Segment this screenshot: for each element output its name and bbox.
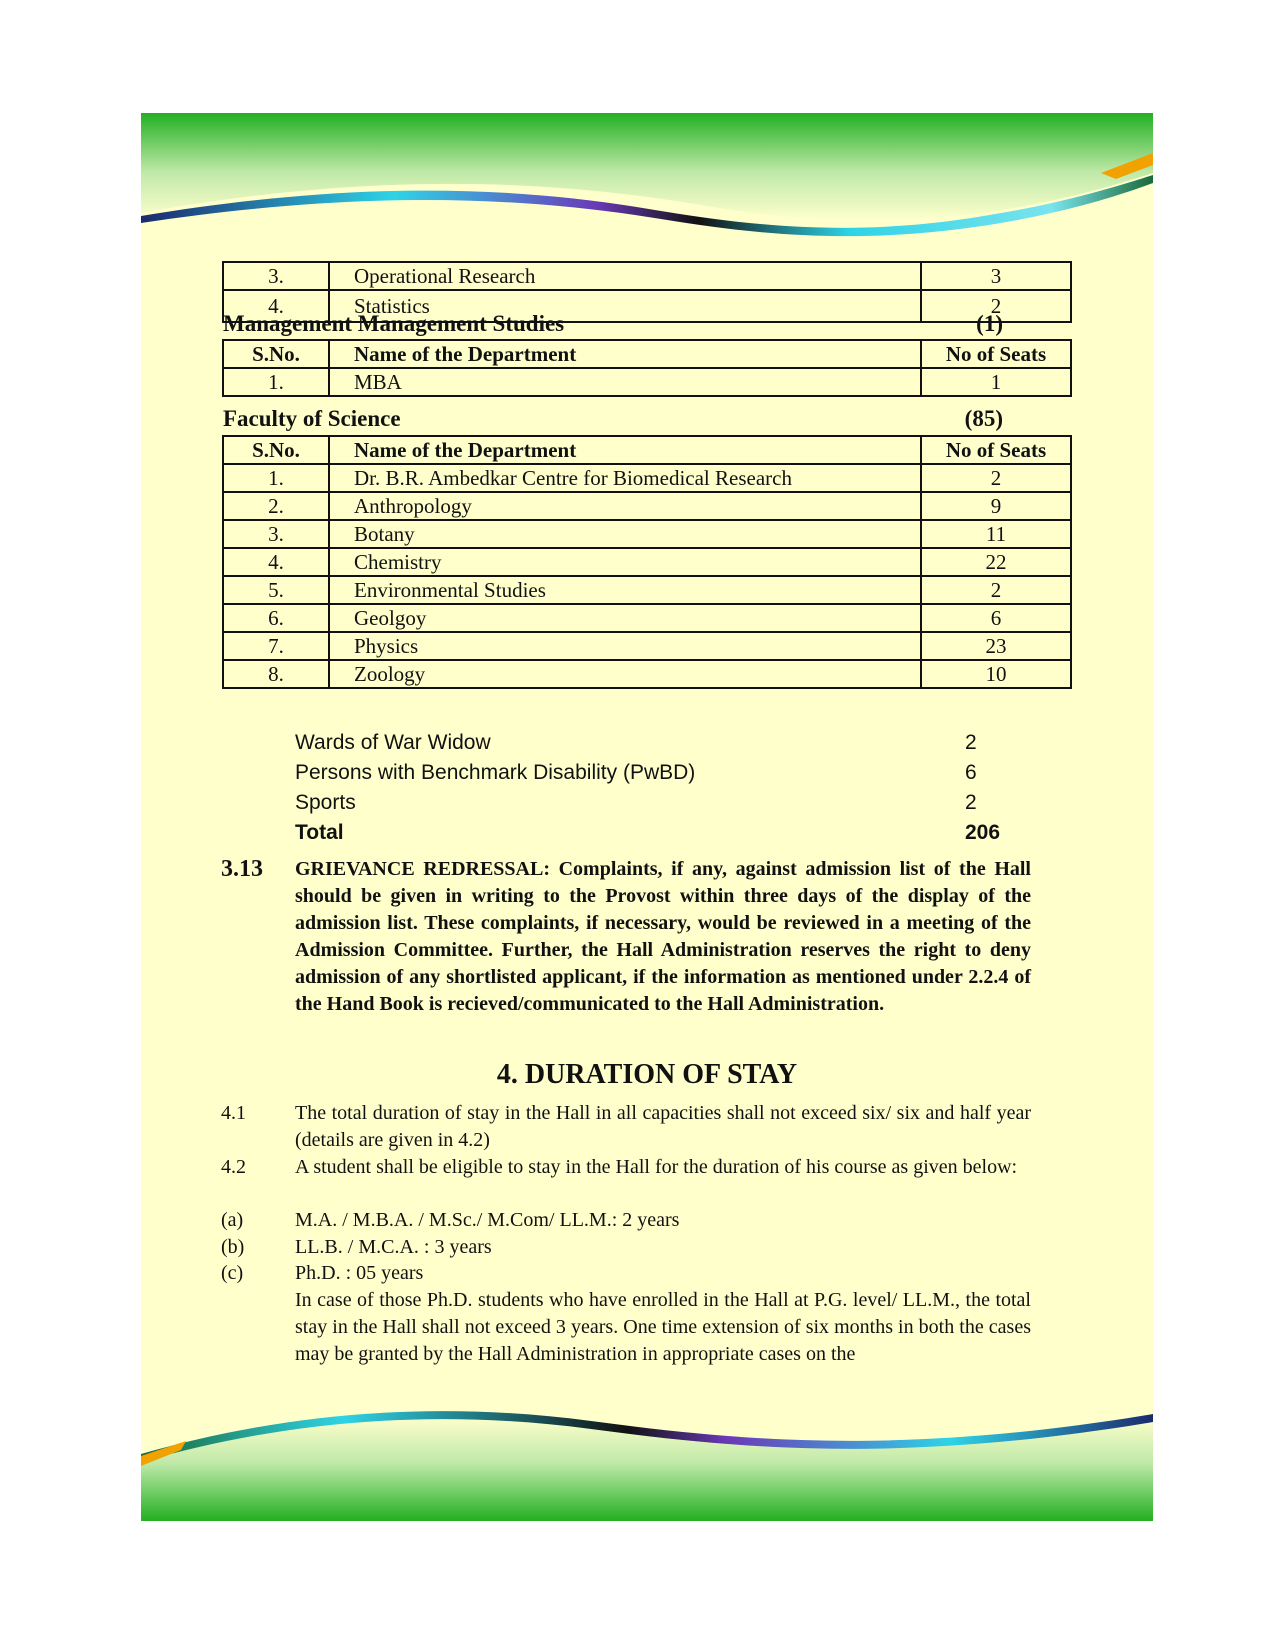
phd-extension-note: In case of those Ph.D. students who have enrolled in the Hall at P.G. level/ LL.M., the total stay in the Hall shall not exceed 3 years. One time extension of six months in both the cases may be granted by the Hall Administration in appropriate cases on the — [295, 1289, 1031, 1365]
table-row — [223, 632, 1071, 660]
department-name: MBA — [329, 368, 921, 396]
department-name: Chemistry — [329, 548, 921, 576]
grievance-paragraph: GRIEVANCE REDRESSAL: Complaints, if any, against admission list of the Hall should be given in writing to the Provost within three days of the display of the admission list. These complaints, if necessary, would be reviewed in a meeting of the Admission Committee. Further, the Hall Administration reserves the right to deny admission of any shortlisted applicant, if the information as mentioned under 2.2.4 of the Hand Book is recieved/communicated to the Hall Administration. — [295, 858, 1031, 1015]
clause-4-2-text: A student shall be eligible to stay in the Hall for the duration of his course as given below: — [295, 1156, 1018, 1178]
clause-4-1-text: The total duration of stay in the Hall in all capacities shall not exceed six/ six and half year (details are given in 4.2) — [295, 1102, 1031, 1151]
seat-count: 1 — [921, 368, 1071, 396]
item-a-text: M.A. / M.B.A. / M.Sc./ M.Com/ LL.M.: 2 years — [295, 1209, 680, 1231]
department-name: Statistics — [329, 290, 921, 322]
department-header: Name of the Department — [329, 436, 921, 464]
seat-count: 2 — [921, 576, 1071, 604]
reserved-categories-list — [295, 731, 1015, 851]
category-label: Sports — [295, 791, 356, 814]
serial-number: 5. — [223, 576, 329, 604]
table-row — [223, 576, 1071, 604]
seat-count: 11 — [921, 520, 1071, 548]
table-row — [223, 492, 1071, 520]
seat-count: 10 — [921, 660, 1071, 688]
document-content — [141, 113, 1153, 1521]
sno-header: S.No. — [223, 340, 329, 368]
department-name: Zoology — [329, 660, 921, 688]
table-row — [223, 520, 1071, 548]
seats-header: No of Seats — [921, 436, 1071, 464]
serial-number: 2. — [223, 492, 329, 520]
section-seat-total: (85) — [964, 406, 1003, 431]
department-name: Physics — [329, 632, 921, 660]
seat-count: 22 — [921, 548, 1071, 576]
category-label: Persons with Benchmark Disability (PwBD) — [295, 761, 696, 784]
item-marker: (c) — [221, 1262, 244, 1284]
table-row — [223, 604, 1071, 632]
management-section-title — [223, 311, 1003, 337]
item-marker: (a) — [221, 1209, 244, 1231]
clause-number: 4.2 — [221, 1156, 246, 1178]
table-header-row — [223, 340, 1071, 368]
department-name: Operational Research — [329, 262, 921, 290]
serial-number: 7. — [223, 632, 329, 660]
serial-number: 3. — [223, 262, 329, 290]
table-row — [223, 548, 1071, 576]
department-name: Botany — [329, 520, 921, 548]
serial-number: 6. — [223, 604, 329, 632]
serial-number: 8. — [223, 660, 329, 688]
serial-number: 3. — [223, 520, 329, 548]
seat-count: 23 — [921, 632, 1071, 660]
management-table — [222, 339, 1072, 397]
item-b-text: LL.B. / M.C.A. : 3 years — [295, 1236, 492, 1258]
table-row — [223, 368, 1071, 396]
total-label: Total — [295, 821, 344, 844]
seats-header: No of Seats — [921, 340, 1071, 368]
serial-number: 4. — [223, 290, 329, 322]
department-name: Anthropology — [329, 492, 921, 520]
category-label: Wards of War Widow — [295, 731, 491, 754]
duration-of-stay-heading: 4. DURATION OF STAY — [496, 1059, 798, 1090]
science-table — [222, 435, 1072, 689]
category-value: 2 — [965, 731, 977, 754]
section-seat-total: (1) — [976, 311, 1003, 336]
seat-count: 9 — [921, 492, 1071, 520]
table-row — [223, 464, 1071, 492]
serial-number: 4. — [223, 548, 329, 576]
sno-header: S.No. — [223, 436, 329, 464]
item-marker: (b) — [221, 1236, 245, 1258]
category-value: 6 — [965, 761, 977, 784]
department-name: Environmental Studies — [329, 576, 921, 604]
seat-count: 6 — [921, 604, 1071, 632]
total-value: 206 — [965, 821, 1001, 844]
list-item — [295, 791, 1015, 821]
serial-number: 1. — [223, 464, 329, 492]
department-header: Name of the Department — [329, 340, 921, 368]
section-title: Faculty of Science — [223, 406, 401, 431]
seat-count: 2 — [921, 464, 1071, 492]
item-c-text: Ph.D. : 05 years — [295, 1262, 424, 1284]
section-title: Management Management Studies — [223, 311, 565, 336]
clause-number: 4.1 — [221, 1102, 246, 1124]
science-section-title — [223, 406, 1003, 432]
table-header-row — [223, 436, 1071, 464]
section-number-3-13: 3.13 — [221, 856, 263, 882]
table-row — [223, 262, 1071, 290]
seat-count: 2 — [921, 290, 1071, 322]
department-name: Dr. B.R. Ambedkar Centre for Biomedical Research — [329, 464, 921, 492]
department-name: Geolgoy — [329, 604, 921, 632]
total-row — [295, 821, 1015, 851]
list-item — [295, 731, 1015, 761]
table-row — [223, 660, 1071, 688]
category-value: 2 — [965, 791, 977, 814]
seat-count: 3 — [921, 262, 1071, 290]
list-item — [295, 761, 1015, 791]
page — [141, 113, 1153, 1521]
serial-number: 1. — [223, 368, 329, 396]
